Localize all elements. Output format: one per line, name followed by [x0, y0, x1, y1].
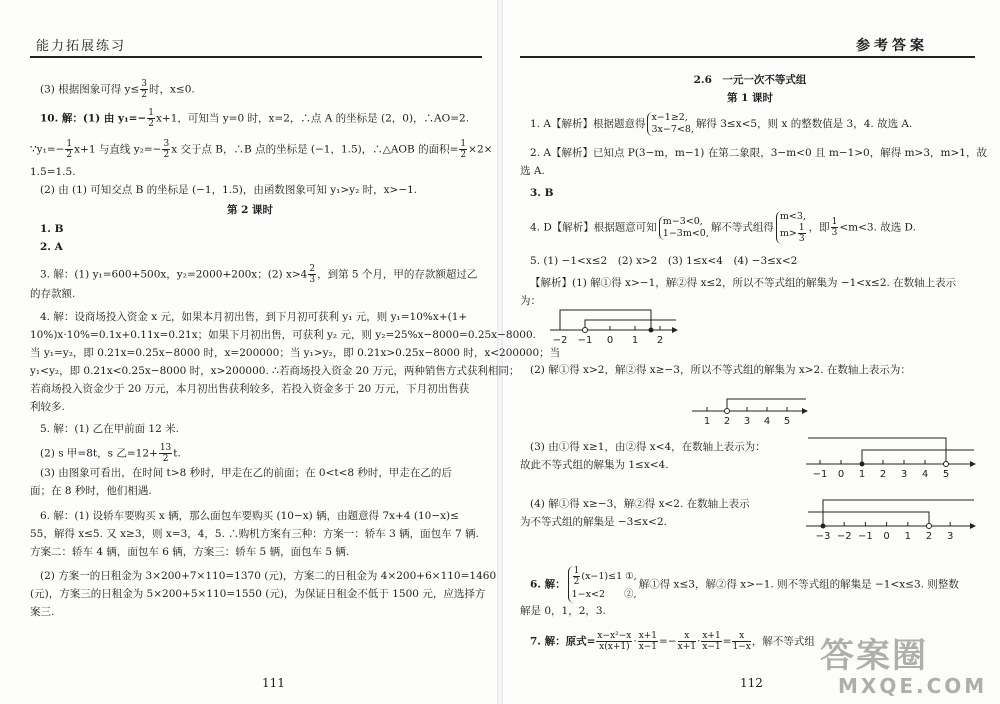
watermark-logo: 答案圈	[820, 636, 928, 676]
right-line: 选 A.	[520, 165, 545, 177]
right-line: 4. D【解析】根据题意可知 m−3<0, 1−3m<0, 解不等式组得 m<3, m> $\frac{1}{3}$ ，即 $\frac{1}{3}$ <m<3. 故选 D.	[530, 211, 916, 244]
tick-label: 3	[743, 416, 751, 427]
tick-label: 0	[606, 335, 614, 346]
left-line: 10. 解：(1) 由 y₁=− $\frac{1}{2}$ x+1，可知当 y=0 时，x=2，∴点 A 的坐标是 (2，0)，∴AO=2.	[40, 108, 470, 129]
fraction: $\frac{13}{2}$	[159, 443, 172, 464]
tick-label: −2	[836, 531, 852, 542]
fraction: $\frac{x+1}{x-1}$	[638, 631, 658, 652]
left-line: 2. A	[40, 241, 63, 253]
left-line: (2) 由 (1) 可知交点 B 的坐标是 (−1，1.5)，由函数图象可知 y₁>y₂ 时，x>−1.	[40, 184, 418, 196]
watermark-url: MXQE.COM	[838, 674, 988, 698]
inequality-system: x−1≥2, 3x−7<8,	[647, 112, 693, 136]
right-header-title: 参考答案	[856, 38, 928, 54]
fraction: $\frac{1}{2}$	[148, 108, 155, 129]
right-line: 为：	[520, 295, 541, 307]
left-lesson-title: 第 2 课时	[226, 204, 274, 216]
right-header-rule	[520, 56, 975, 58]
fraction: $\frac{1}{3}$	[798, 223, 805, 244]
left-header-title: 能力拓展练习	[36, 39, 127, 54]
tick-label: 0	[837, 469, 845, 480]
left-line: (2) 方案一的日租金为 3×200+7×110=1370 (元)，方案二的日租金为 4×200+6×110=1460	[40, 570, 497, 582]
number-line-3	[804, 430, 979, 482]
fraction: $\frac{1}{2}$	[460, 139, 467, 160]
right-line: 解是 0，1，2，3.	[520, 605, 606, 617]
right-line: 7. 解：原式= $\frac{\text{x−x²−x}}{x(x+1)}$ · $\frac{x+1}{x-1}$ =− $\frac{x}{x+1}$ · $\frac{x+1}{x-1}$ = $\frac{x}{1-x}$ ，解不等式组	[530, 631, 815, 652]
number-line-4	[804, 492, 979, 544]
left-line: y₁<y₂，即 0.21x<0.25x−8000 时，x>200000. ∴若商场投入资金 20 万元，两种销售方式获利相同；	[30, 365, 520, 377]
right-lesson-title: 第 1 课时	[726, 92, 774, 104]
left-line: 4. 解：设商场投入资金 x 元，如果本月初出售，到下月初可获利 y₁ 元，则 y₁=10%x+(1+	[40, 311, 468, 323]
tick-label: 1	[631, 335, 639, 346]
tick-label: 2	[925, 531, 933, 542]
right-line: (4) 解①得 x≥−3，解②得 x<2. 在数轴上表示	[530, 498, 750, 510]
right-line: (2) 解①得 x>2，解②得 x≥−3，所以不等式组的解集为 x>2. 在数轴上表示为：	[530, 364, 911, 376]
tick-label: −1	[812, 469, 828, 480]
left-line: (3) 根据图象可得 y≤ $\frac{3}{2}$ 时，x≤0.	[40, 79, 195, 100]
tick-label: −1	[858, 531, 873, 542]
left-line: 5. 解：(1) 乙在甲前面 12 米.	[40, 423, 179, 435]
right-line: 1. A【解析】根据题意得 x−1≥2, 3x−7<8, 解得 3≤x<5，则 x 的整数值是 3，4. 故选 A.	[530, 112, 913, 135]
left-line: 案三.	[30, 606, 55, 618]
right-line: (3) 由①得 x≥1，由②得 x<4，在数轴上表示为：	[530, 441, 766, 453]
number-line-2	[690, 383, 810, 428]
fraction: $\frac{\text{x−x²−x}}{x(x+1)}$	[597, 631, 632, 652]
fraction: $\frac{3}{2}$	[163, 139, 170, 160]
left-line: 当 y₁=y₂，即 0.21x=0.25x−8000 时，x=200000；当 y₁>y₂，即 0.21x>0.25x−8000 时，x<200000；当	[30, 347, 561, 359]
left-line: (元)，方案三的日租金为 5×200+5×110=1550 (元)，为保证日租金不低于 1500 元，应选择方	[30, 588, 486, 600]
tick-label: −3	[815, 531, 831, 542]
tick-label: 4	[763, 416, 771, 427]
number-line-1	[548, 300, 678, 350]
left-line: 10%)x·10%=0.1x+0.11x=0.21x；如果下月初出售，可获利 y₂ 元，则 y₂=25%x−8000=0.25x−8000.	[30, 329, 536, 341]
tick-label: 4	[921, 469, 929, 480]
left-line: 1.5=1.5.	[30, 166, 76, 178]
tick-label: −1	[577, 335, 593, 346]
left-line: ∵y₁=− $\frac{1}{2}$ x+1 与直线 y₂=− $\frac{3}{2}$ x 交于点 B，∴B 点的坐标是 (−1，1.5)，∴△AOB 的面积= $\frac{1}{2}$ ×2×	[30, 139, 493, 160]
right-line: 2. A【解析】已知点 P(3−m，m−1) 在第二象限，3−m<0 且 m−1>0，解得 m>3，m>1，故	[530, 147, 987, 159]
inequality-system: m<3, m> $\frac{1}{3}$	[776, 211, 807, 244]
section-title: 2.6 一元一次不等式组	[693, 74, 807, 86]
fraction: $\frac{3}{2}$	[141, 79, 148, 100]
right-line: 为不等式组的解集是 −3≤x<2.	[520, 516, 667, 528]
fraction: $\frac{2}{3}$	[309, 264, 316, 285]
left-line: 利较多.	[30, 401, 65, 413]
tick-label: −2	[552, 335, 568, 346]
left-line: 若商场投入资金少于 20 万元，本月初出售获利较多，若投入资金多于 20 万元，下月初出售获	[30, 383, 470, 395]
tick-label: 2	[879, 469, 887, 480]
tick-label: 2	[656, 335, 664, 346]
left-line: 3. 解：(1) y₁=600+500x，y₂=2000+200x；(2) x>4 $\frac{2}{3}$ ，到第 5 个月，甲的存款额超过乙	[40, 264, 478, 285]
left-line: 方案二：轿车 4 辆，面包车 6 辆，方案三：轿车 5 辆，面包车 5 辆.	[30, 546, 350, 558]
right-line: 【解析】(1) 解①得 x>−1，解②得 x≤2，所以不等式组的解集为 −1<x≤2. 在数轴上表示	[530, 277, 957, 289]
tick-label: 1	[904, 531, 911, 542]
tick-label: 1	[858, 469, 866, 480]
left-line: (2) s 甲=8t，s 乙=12+ $\frac{13}{2}$ t.	[40, 443, 181, 464]
left-page-number: 111	[262, 676, 285, 690]
right-line: 3. B	[530, 187, 554, 199]
fraction: $\frac{1}{2}$	[66, 139, 73, 160]
right-line: 6. 解： $\frac{1}{2}$ (x−1)≤1 ①, 1−x<2 ②, 解①得 x≤3，解②得 x>−1. 则不等式组的解集是 −1<x≤3. 则整数	[530, 566, 959, 603]
left-line: 55，解得 x≤5. 又 x≥3，则 x=3，4，5. ∴购机方案有三种：方案一：轿车 3 辆，面包车 7 辆.	[30, 528, 479, 540]
fraction: $\frac{1}{2}$	[573, 566, 580, 587]
tick-label: 2	[723, 416, 731, 427]
left-line: (3) 由图象可看出，在时间 t>8 秒时，甲走在乙的前面；在 0<t<8 秒时，甲走在乙的后	[40, 467, 452, 479]
fraction: $\frac{x}{1-x}$	[732, 631, 751, 652]
left-line: 1. B	[40, 223, 64, 235]
left-line: 面；在 8 秒时，他们相遇.	[30, 485, 152, 497]
right-line: 故此不等式组的解集为 1≤x<4.	[520, 459, 669, 471]
left-header-rule	[30, 56, 482, 58]
tick-label: 1	[703, 416, 711, 427]
inequality-system: m−3<0, 1−3m<0,	[659, 216, 709, 240]
tick-label: 0	[883, 531, 890, 542]
fraction: $\frac{x}{x+1}$	[677, 631, 696, 652]
right-line: 5. (1) −1<x≤2 (2) x>2 (3) 1≤x<4 (4) −3≤x<2	[530, 255, 798, 267]
left-line: 6. 解：(1) 设轿车要购买 x 辆，那么面包车要购买 (10−x) 辆，由题意得 7x+4 (10−x)≤	[40, 510, 459, 522]
tick-label: 3	[947, 531, 954, 542]
left-line: 的存款额.	[30, 288, 76, 300]
fraction: $\frac{1}{3}$	[831, 217, 838, 238]
tick-label: 5	[783, 416, 791, 427]
fraction: $\frac{x+1}{x-1}$	[702, 631, 721, 652]
tick-label: 5	[942, 469, 950, 480]
inequality-system: $\frac{1}{2}$ (x−1)≤1 ①, 1−x<2 ②,	[568, 566, 637, 603]
tick-label: 3	[900, 469, 908, 480]
right-page-number: 112	[740, 676, 763, 690]
